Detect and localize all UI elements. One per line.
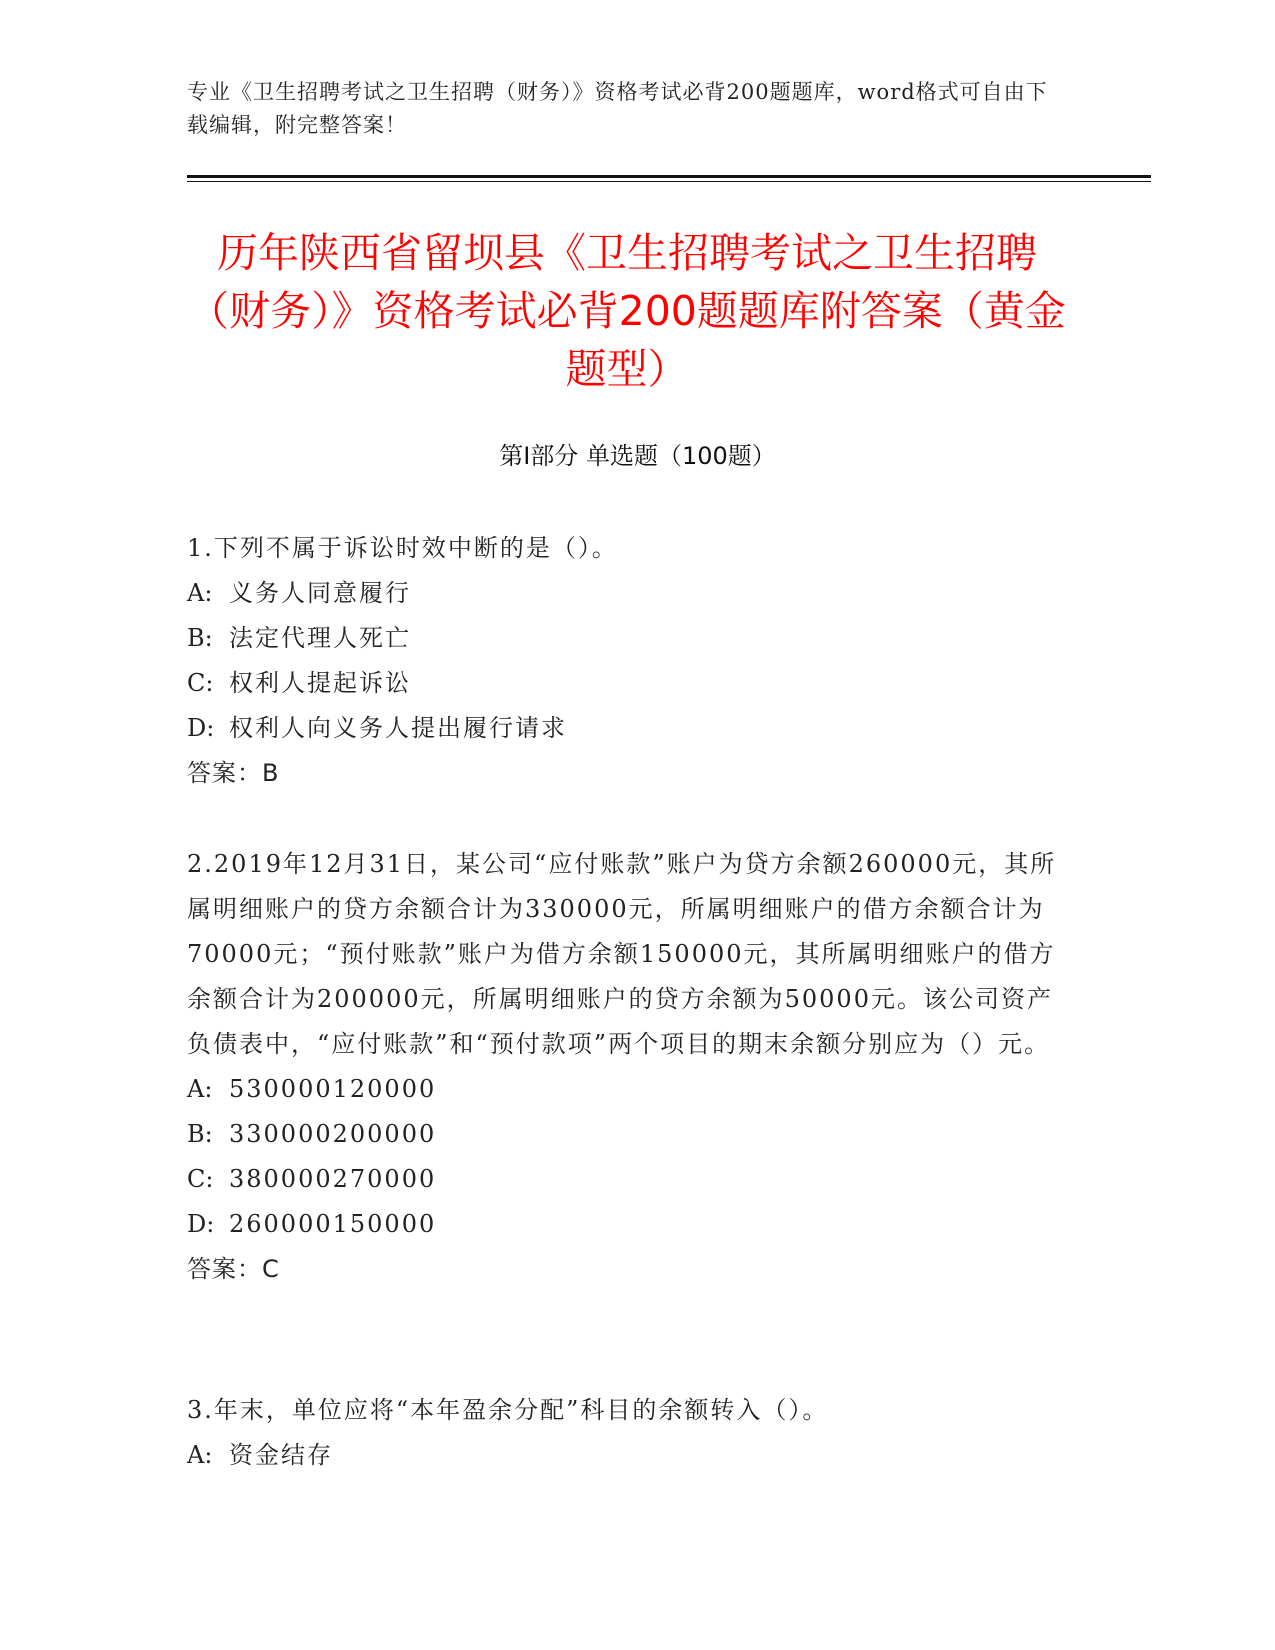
option-letter: A: [187,1441,213,1469]
document-title: 历年陕西省留坝县《卫生招聘考试之卫生招聘（财务）》资格考试必背200题题库附答案（黄金题型） [188,229,1066,393]
option-letter: A: [187,579,213,607]
answer-line: 答案：B [187,759,280,787]
option-letter: B: [187,1120,213,1148]
question-2 [187,842,1077,1292]
option-text: 330000200000 [229,1120,437,1148]
option-text: 资金结存 [229,1441,333,1469]
option-text: 权利人向义务人提出履行请求 [229,714,567,742]
option-text: 义务人同意履行 [229,579,411,607]
section-heading: 第Ⅰ部分 单选题（100题） [499,442,776,470]
option-letter: A: [187,1075,213,1103]
option-c [187,661,1077,706]
option-a [187,1067,1077,1112]
option-letter: D: [187,714,215,742]
option-letter: D: [187,1210,215,1238]
option-c [187,1157,1077,1202]
question-stem: 1.下列不属于诉讼时效中断的是（）。 [187,534,618,562]
answer-line: 答案：C [187,1255,280,1283]
option-text: 380000270000 [229,1165,437,1193]
option-d [187,1202,1077,1247]
option-letter: C: [187,1165,214,1193]
option-d [187,706,1077,751]
question-stem: 3.年末，单位应将“本年盈余分配”科目的余额转入（）。 [187,1396,829,1424]
option-a [187,571,1077,616]
header-note: 专业《卫生招聘考试之卫生招聘（财务）》资格考试必背200题题库，word格式可自由下载编辑，附完整答案！ [187,80,1048,137]
option-text: 法定代理人死亡 [229,624,411,652]
option-b [187,1112,1077,1157]
question-1 [187,526,1077,796]
option-text: 260000150000 [229,1210,437,1238]
option-a [187,1433,1077,1478]
header-rule-thin [187,181,1151,182]
header-rule-thick [187,175,1151,178]
question-3 [187,1388,1077,1478]
option-letter: C: [187,669,214,697]
option-b [187,616,1077,661]
option-letter: B: [187,624,213,652]
question-stem: 2.2019年12月31日，某公司“应付账款”账户为贷方余额260000元，其所属明细账户的贷方余额合计为330000元，所属明细账户的借方余额合计为70000元；“预付账款”账户为借方余额150000元，其所属明细账户的借方余额合计为200000元，所属明细账户的贷方余额为50000元。该公司资产负债表中，“应付账款”和“预付款项”两个项目的期末余额分别应为（）元。 [187,850,1057,1058]
option-text: 530000120000 [229,1075,437,1103]
option-text: 权利人提起诉讼 [229,669,411,697]
